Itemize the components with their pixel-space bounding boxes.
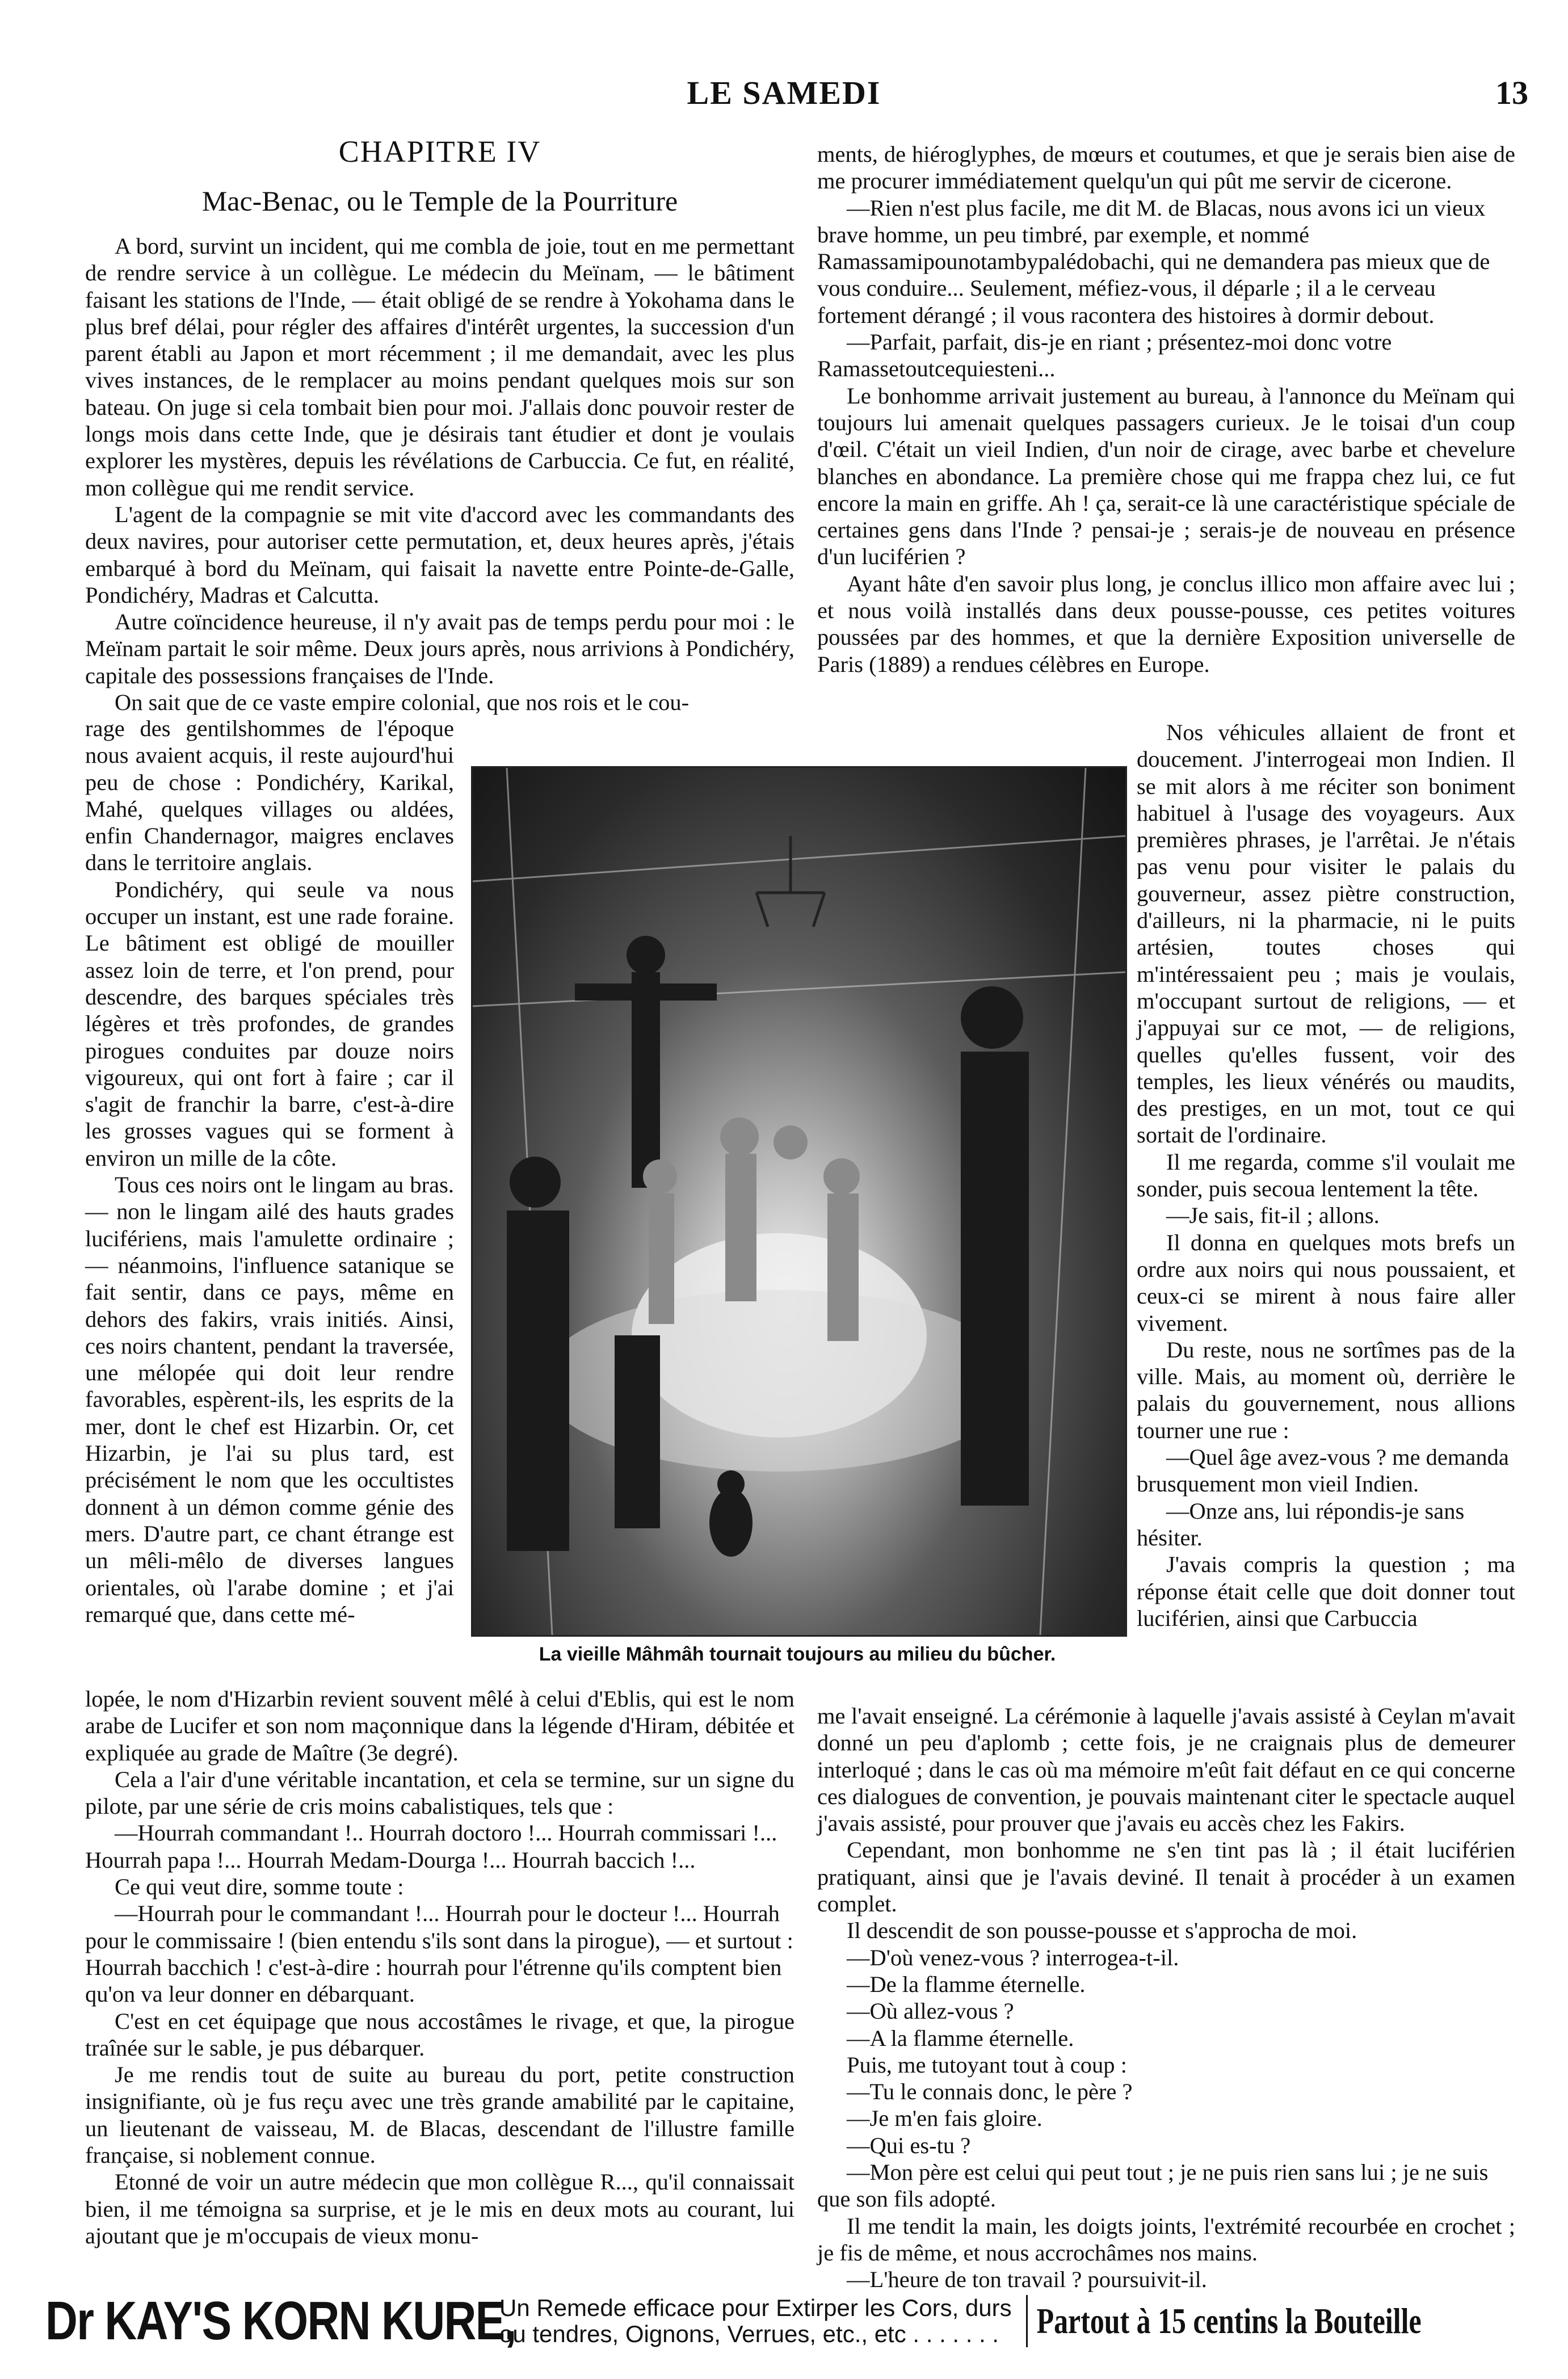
- dialogue-line: —Mon père est celui qui peut tout ; je ne puis rien sans lui ; je ne suis que son fils adopté.: [817, 2159, 1489, 2212]
- dialogue-line: —Rien n'est plus facile, me dit M. de Blacas, nous avons ici un vieux brave homme, un peu timbré, par exemple, et nommé Ramassamipounotambypalédobachi, qui ne demandera pas mieux que de vous conduire... Seulement, méfiez-vous, il déparle ; il a le cerveau fortement dérangé ; il vous racontera des histoires à dormir debout.: [817, 195, 1490, 328]
- paragraph: Pondichéry, qui seule va nous occuper un instant, est une rade foraine. Le bâtiment est obligé de mouiller assez loin de terre, et l'on prend, pour descendre, des barques spéciales très légères et très profondes, de grandes pirogues conduites par douze noirs vigoureux, qui ont fort à faire ; car il s'agit de franchir la barre, c'est-à-dire les grosses vagues qui se forment à environ un mille de la côte.: [85, 876, 454, 1171]
- dialogue-line: —L'heure de ton travail ? poursuivit-il.: [847, 2267, 1207, 2293]
- left-column-bottom: [85, 1686, 794, 2249]
- paragraph: Ce qui veut dire, somme toute :: [115, 1874, 404, 1900]
- dialogue-line: —De la flamme éternelle.: [847, 1971, 1086, 1997]
- paragraph: Etonné de voir un autre médecin que mon collègue R..., qu'il connaissait bien, il me témoigna sa surprise, et je le mis en deux mots au courant, lui ajoutant que je m'occupais de vieux monu-: [85, 2169, 794, 2248]
- paragraph: Il me regarda, comme s'il voulait me sonder, puis secoua lentement la tête.: [1137, 1149, 1515, 1202]
- paragraph: Du reste, nous ne sortîmes pas de la ville. Mais, au moment où, derrière le palais du gouvernement, nous allions tourner une rue :: [1137, 1336, 1515, 1443]
- figure-caption: La vieille Mâhmâh tournait toujours au milieu du bûcher.: [539, 1644, 1056, 1665]
- paragraph: Tous ces noirs ont le lingam au bras. — non le lingam ailé des hauts grades lucifériens, mais l'amulette ordinaire ; — néanmoins, l'influence satanique se fait sentir, dans ce pays, même en dehors des fakirs, vrais initiés. Ainsi, ces noirs chantent, pendant la traversée, une mélopée qui doit leur rendre favorables, espèrent-ils, les esprits de la mer, dont le chef est Hizarbin. Or, cet Hizarbin, je l'ai su plus tard, est précisément le nom que les occultistes donnent à un démon comme génie des mers. D'autre part, ce chant étrange est un mêli-mêlo de diverses langues orientales, où l'arabe domine ; et j'ai remarqué que, dans cette mé-: [85, 1172, 454, 1627]
- page-number: 13: [1495, 74, 1528, 111]
- paragraph: Cela a l'air d'une véritable incantation, et cela se termine, sur un signe du pilote, par une série de cris moins cabalistiques, tels que :: [85, 1766, 794, 1819]
- dialogue-line: —Hourrah commandant !.. Hourrah doctoro !... Hourrah commissari !... Hourrah papa !... Hourrah Medam-Dourga !... Hourrah baccich !...: [85, 1820, 777, 1873]
- left-column-wrap: [85, 715, 454, 1628]
- paragraph: A bord, survint un incident, qui me combla de joie, tout en me permettant de rendre service à un collègue. Le médecin du Meïnam, — le bâtiment faisant les stations de l'Inde, — était obligé de se rendre à Yokohama dans le plus bref délai, pour régler des affaires d'intérêt urgentes, la succession d'un parent établi au Japon et mort récemment ; il me demandait, avec les plus vives instances, de le remplacer au moins pendant quelques mois sur son bateau. On juge si cela tombait bien pour moi. J'allais donc pouvoir rester de longs mois dans cette Inde, que je désirais tant étudier et dont je voulais explorer les mystères, depuis les révélations de Carbuccia. Ce fut, en réalité, mon collègue qui me rendit service.: [85, 233, 794, 501]
- dialogue-line: —Hourrah pour le commandant !... Hourrah pour le docteur !... Hourrah pour le commissaire ! (bien entendu s'ils sont dans la pirogue), — et surtout : Hourrah bacchich ! c'est-à-dire : hourrah pour l'étrenne qu'ils comptent bien qu'on va leur donner en débarquant.: [85, 1901, 793, 2007]
- paragraph: Autre coïncidence heureuse, il n'y avait pas de temps perdu pour moi : le Meïnam partait le soir même. Deux jours après, nous arrivions à Pondichéry, capitale des possessions françaises de l'Inde.: [85, 609, 794, 688]
- dialogue-line: —Parfait, parfait, dis-je en riant ; présentez-moi donc votre Ramassetoutcequiesteni...: [817, 329, 1392, 382]
- ad-brand-name: Dr KAY'S KORN KURE,: [45, 2290, 516, 2351]
- dialogue-line: —Où allez-vous ?: [847, 1998, 1014, 2024]
- engraving-illustration: [471, 766, 1127, 1637]
- paragraph: Cependant, mon bonhomme ne s'en tint pas là ; il était luciférien pratiquant, ainsi que je l'avais deviné. Il tenait à procéder à un examen complet.: [817, 1837, 1515, 1917]
- chapter-subtitle: Mac-Benac, ou le Temple de la Pourriture: [201, 185, 678, 217]
- dialogue-line: —Je m'en fais gloire.: [847, 2105, 1042, 2132]
- dialogue-line: —D'où venez-vous ? interrogea-t-il.: [847, 1944, 1179, 1970]
- paragraph: L'agent de la compagnie se mit vite d'accord avec les commandants des deux navires, pour autoriser cette permutation, et, deux heures après, j'étais embarqué à bord du Meïnam, qui faisait la navette entre Pointe-de-Galle, Pondichéry, Madras et Calcutta.: [85, 501, 794, 608]
- dialogue-line: —Je sais, fit-il ; allons.: [1166, 1203, 1380, 1229]
- advertisement-banner: [45, 2287, 1532, 2355]
- left-column-top: [85, 233, 794, 716]
- paragraph: J'avais compris la question ; ma réponse était celle que doit donner tout luciférien, ainsi que Carbuccia: [1137, 1552, 1515, 1631]
- chapter-title: CHAPITRE IV: [338, 134, 541, 169]
- paragraph: Il descendit de son pousse-pousse et s'approcha de moi.: [847, 1918, 1357, 1944]
- paragraph: Puis, me tutoyant tout à coup :: [847, 2052, 1127, 2078]
- right-column-top: [817, 141, 1515, 678]
- dialogue-line: —Quel âge avez-vous ? me demanda brusquement mon vieil Indien.: [1137, 1444, 1509, 1497]
- ad-description: Un Remede efficace pour Extirper les Cors, durs ou tendres, Oignons, Verrues, etc., etc . . . . . . .: [488, 2295, 1028, 2347]
- ad-price: Partout à 15 centins la Bouteille: [1036, 2301, 1422, 2341]
- dialogue-line: —Qui es-tu ?: [847, 2132, 971, 2158]
- paragraph: Le bonhomme arrivait justement au bureau, à l'annonce du Meïnam qui toujours lui amenait quelques passagers curieux. Je le toisai d'un coup d'œil. C'était un vieil Indien, d'un noir de cirage, avec barbe et chevelure blanches en abondance. La première chose qui me frappa chez lui, ce fut encore la main en griffe. Ah ! ça, serait-ce là une caractéristique spéciale de certaines gens dans l'Inde ? pensai-je ; serais-je de nouveau en présence d'un luciférien ?: [817, 383, 1515, 570]
- paragraph: Ayant hâte d'en savoir plus long, je conclus illico mon affaire avec lui ; et nous voilà installés dans deux pousse-pousse, ces petites voitures poussées par des hommes, et que la dernière Exposition universelle de Paris (1889) a rendues célèbres en Europe.: [817, 570, 1515, 677]
- paragraph: Nos véhicules allaient de front et doucement. J'interrogeai mon Indien. Il se mit alors à me réciter son boniment habituel à l'usage des voyageurs. Aux premières phrases, je l'arrêtai. Je n'étais pas venu pour visiter le palais du gouverneur, assez piètre construction, d'ailleurs, ni la pharmacie, ni le puits artésien, toutes choses qui m'intéressaient peu ; mais je voulais, m'occupant surtout de religions, — et j'appuyai sur ce mot, — de religions, quelles qu'elles fussent, voir des temples, les lieux vénérés ou maudits, des prestiges, en un mot, tout ce qui sortait de l'ordinaire.: [1137, 720, 1515, 1148]
- paragraph: ments, de hiéroglyphes, de mœurs et coutumes, et que je serais bien aise de me procurer immédiatement quelqu'un qui pût me servir de cicerone.: [817, 141, 1515, 194]
- page-header-title: LE SAMEDI: [687, 74, 881, 111]
- paragraph: Il me tendit la main, les doigts joints, l'extrémité recourbée en crochet ; je fis de même, et nous accrochâmes nos mains.: [817, 2213, 1515, 2265]
- paragraph: me l'avait enseigné. La cérémonie à laquelle j'avais assisté à Ceylan m'avait donné un peu d'aplomb ; cette fois, je ne craignais plus de demeurer interloqué ; dans le cas où ma mémoire m'eût fait défaut en ce qui concerne ces dialogues de convention, je pouvais maintenant citer le spectacle auquel j'avais assisté, pour prouver que j'avais eu accès chez les Fakirs.: [817, 1703, 1515, 1836]
- paragraph: Il donna en quelques mots brefs un ordre aux noirs qui nous poussaient, et ceux-ci se mirent à nous faire aller vivement.: [1137, 1229, 1515, 1336]
- dialogue-line: —A la flamme éternelle.: [847, 2025, 1074, 2051]
- paragraph: On sait que de ce vaste empire colonial, que nos rois et le cou-: [115, 690, 690, 716]
- dialogue-line: —Onze ans, lui répondis-je sans hésiter.: [1137, 1498, 1465, 1550]
- bonfire-scene-image: [473, 768, 1125, 1635]
- right-column-wrap: [1137, 719, 1515, 1632]
- paragraph: rage des gentilshommes de l'époque nous avaient acquis, il reste aujourd'hui peu de chose : Pondichéry, Karikal, Mahé, quelques villages ou aldées, enfin Chandernagor, maigres enclaves dans le territoire anglais.: [85, 716, 454, 876]
- right-column-bottom: [817, 1703, 1515, 2293]
- paragraph: C'est en cet équipage que nous accostâmes le rivage, et que, la pirogue traînée sur le sable, je pus débarquer.: [85, 2008, 794, 2061]
- paragraph: Je me rendis tout de suite au bureau du port, petite construction insignifiante, où je fus reçu avec une très grande amabilité par le capitaine, un lieutenant de vaisseau, M. de Blacas, descendant de l'illustre famille française, si noblement connue.: [85, 2062, 794, 2168]
- paragraph: lopée, le nom d'Hizarbin revient souvent mêlé à celui d'Eblis, qui est le nom arabe de Lucifer et son nom maçonnique dans la légende d'Hiram, débitée et expliquée au grade de Maître (3e degré).: [85, 1686, 794, 1766]
- dialogue-line: —Tu le connais donc, le père ?: [847, 2079, 1133, 2105]
